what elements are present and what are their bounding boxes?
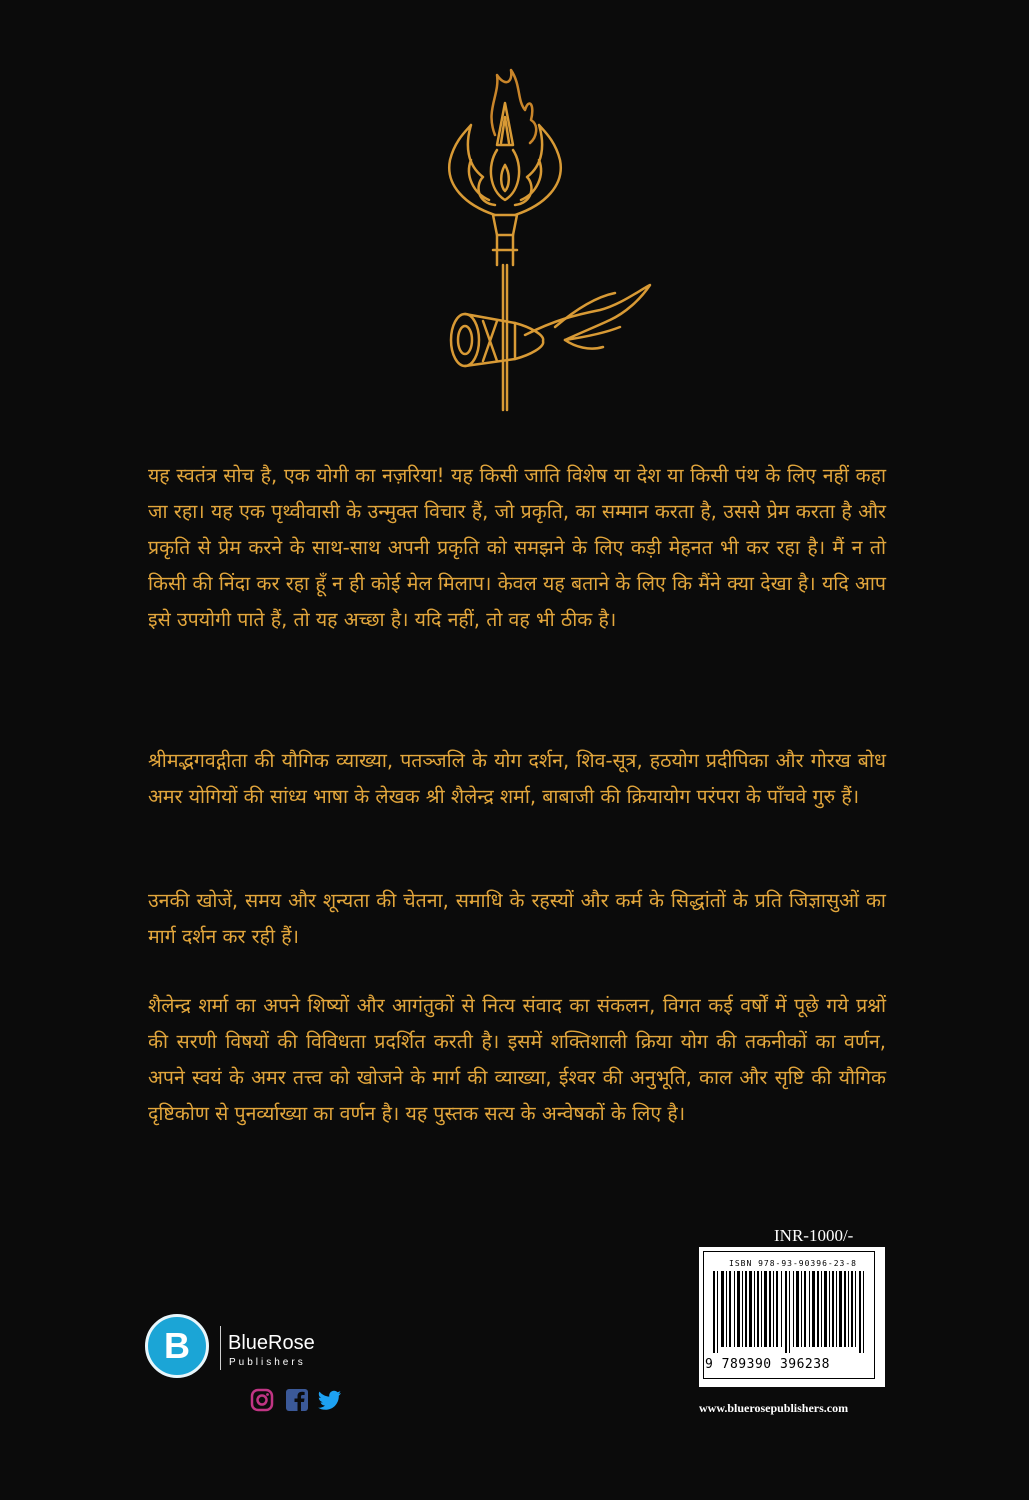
trident-damaru-icon — [405, 65, 665, 415]
isbn-label: ISBN 978-93-90396-23-8 — [729, 1259, 857, 1268]
twitter-icon[interactable] — [318, 1388, 342, 1412]
barcode-digits: 9 789390 396238 — [705, 1357, 830, 1372]
intro-paragraph: यह स्वतंत्र सोच है, एक योगी का नज़रिया! यह किसी जाति विशेष या देश या किसी पंथ के लिए नहीं कहा जा रहा। यह एक पृथ्वीवासी के उन्मुक्त विचार हैं, जो प्रकृति, का सम्मान करता है, उससे प्रेम करता है और प्रकृति से प्रेम करने के साथ-साथ अपनी प्रकृति को समझने के लिए कड़ी मेहनत भी कर रहा है। मैं न तो किसी की निंदा कर रहा हूँ न ही कोई मेल मिलाप। केवल यह बताने के लिए कि मैंने क्या देखा है। यदि आप इसे उपयोगी पाते हैं, तो यह अच्छा है। यदि नहीं, तो वह भी ठीक है। — [148, 464, 886, 631]
author-paragraph: श्रीमद्भगवद्गीता की यौगिक व्याख्या, पतञ्जलि के योग दर्शन, शिव-सूत्र, हठयोग प्रदीपिका और गोरख बोध अमर योगियों की सांध्य भाषा के लेखक श्री शैलेन्द्र शर्मा, बाबाजी की क्रियायोग परंपरा के पाँचवे गुरु हैं। — [148, 749, 886, 808]
bluerose-logo-icon — [145, 1314, 209, 1378]
instagram-icon[interactable] — [250, 1388, 274, 1412]
research-paragraph: उनकी खोजें, समय और शून्यता की चेतना, समाधि के रहस्यों और कर्म के सिद्धांतों के प्रति जिज्ञासुओं का मार्ग दर्शन कर रही हैं। — [148, 889, 886, 948]
logo-letter: B — [164, 1325, 190, 1366]
publisher-name: BlueRose — [228, 1332, 315, 1354]
barcode — [699, 1247, 885, 1387]
barcode-bars — [713, 1271, 871, 1353]
price-label: INR-1000/- — [774, 1226, 854, 1245]
logo-divider — [220, 1326, 221, 1370]
facebook-icon[interactable] — [285, 1388, 309, 1412]
summary-paragraph: शैलेन्द्र शर्मा का अपने शिष्यों और आगंतुकों से नित्य संवाद का संकलन, विगत कई वर्षों में पूछे गये प्रश्नों की सरणी विषयों की विविधता प्रदर्शित करती है। इसमें शक्तिशाली क्रिया योग की तकनीकों का वर्णन, अपने स्वयं के अमर तत्त्व को खोजने के मार्ग की व्याख्या, ईश्वर की अनुभूति, काल और सृष्टि की यौगिक दृष्टिकोण से पुनर्व्याख्या का वर्णन है। यह पुस्तक सत्य के अन्वेषकों के लिए है। — [148, 994, 886, 1125]
website-link[interactable]: www.bluerosepublishers.com — [699, 1401, 849, 1415]
publisher-subtitle: Publishers — [229, 1357, 306, 1368]
